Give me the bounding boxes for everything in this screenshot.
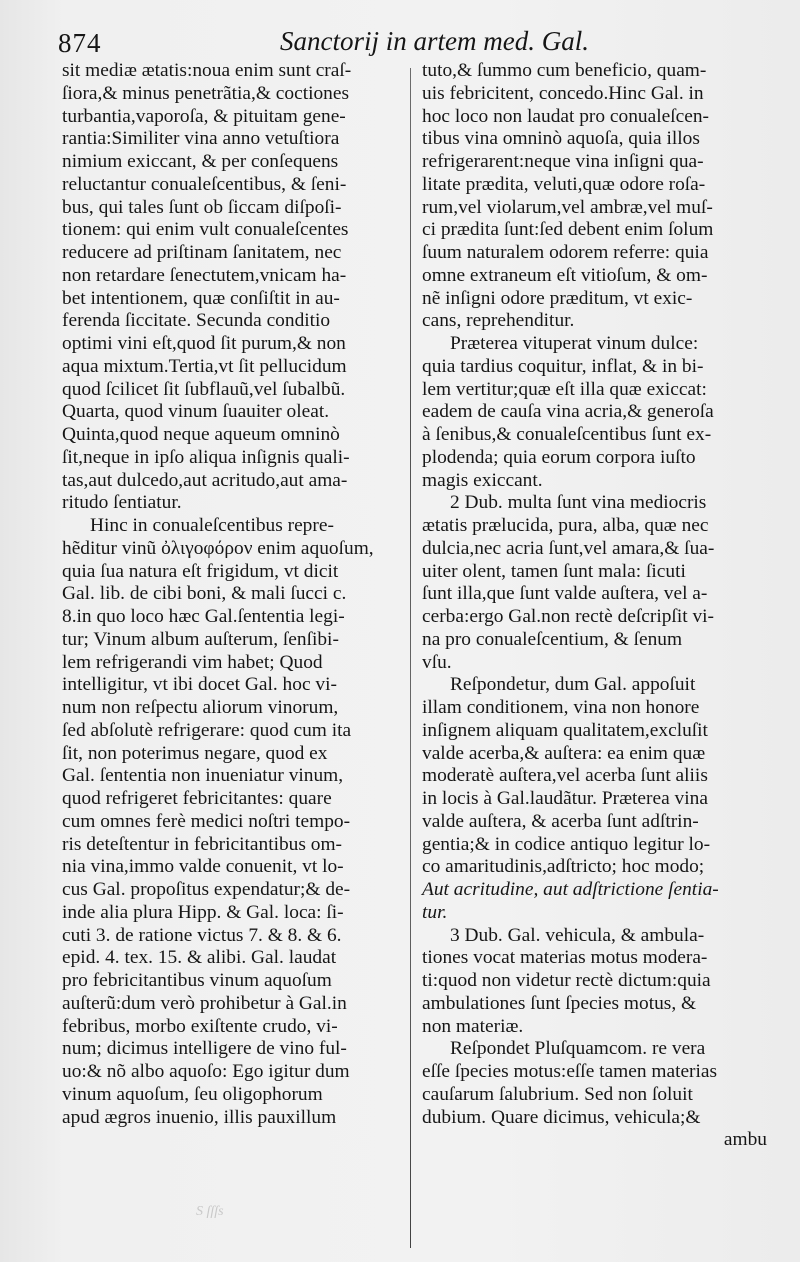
left-column-text-line: bet intentionem, quæ conſiſtit in au- <box>62 287 340 309</box>
right-column-text-line: moderatè auſtera,vel acerba ſunt aliis <box>422 765 708 787</box>
left-column-text-line: intelligitur, vt ibi docet Gal. hoc vi- <box>62 674 337 696</box>
left-column-text-line: optimi vini eſt,quod ſit purum,& non <box>62 333 346 354</box>
right-column-text-line: cauſarum ſalubrium. Sed non ſoluit <box>422 1083 693 1105</box>
right-column-text-line: ætatis prælucida, pura, alba, quæ nec <box>422 515 709 536</box>
left-column-text-line: quod refrigeret febricitantes: quare <box>62 788 332 809</box>
left-column-text-line: ſit,neque in ipſo aliqua inſignis quali- <box>62 446 350 468</box>
left-column-text-line: ris deteſtentur in febricitantibus om- <box>62 833 343 855</box>
left-column-text-line: hẽditur vinũ ὀλιγοφόρον enim aquoſum, <box>62 537 374 559</box>
right-column-text-line: 2 Dub. multa ſunt vina mediocris <box>450 492 707 514</box>
right-column <box>422 60 767 1152</box>
left-column-text-line: auſterũ:dum verò prohibetur à Gal.in <box>62 992 347 1014</box>
right-column-text-line: eadem de cauſa vina acria,& generoſa <box>422 401 714 423</box>
right-column-text-line: dubium. Quare dicimus, vehicula;& <box>422 1106 701 1128</box>
left-column-text-line: cuti 3. de ratione victus 7. & 8. & 6. <box>62 924 342 946</box>
right-column-text-line: ſuum naturalem odorem referre: quia <box>422 242 709 263</box>
column-divider <box>410 68 411 1248</box>
left-column-text-line: ſiora,& minus penetrãtia,& coctiones <box>62 82 350 104</box>
right-column-text-line: tuto,& ſummo cum beneficio, quam- <box>422 60 707 81</box>
left-column-text-line: ſed abſolutè refrigerare: quod cum ita <box>62 719 352 741</box>
right-column-text-line: magis exiccant. <box>422 469 543 491</box>
right-column-text-line: ti:quod non videtur rectè dictum:quia <box>422 970 711 991</box>
left-column <box>62 60 407 1129</box>
left-column-text-line: nia vina,immo valde conuenit, vt lo- <box>62 856 344 878</box>
page-number: 874 <box>58 28 102 58</box>
right-column-text-line: lem vertitur;quæ eſt illa quæ exiccat: <box>422 378 707 400</box>
right-column-text-line: hoc loco non laudat pro conualeſcen- <box>422 105 709 127</box>
right-column-text-line: co amaritudinis,adſtricto; hoc modo; <box>422 856 705 878</box>
left-column-text-line: vinum aquoſum, ſeu oligophorum <box>62 1083 323 1105</box>
right-column-text-line: omne extraneum eſt vitioſum, & om- <box>422 264 708 286</box>
left-column-text-line: sit mediæ ætatis:noua enim sunt craſ- <box>62 60 352 81</box>
right-column-text-line: ci prædita ſunt:ſed debent enim ſolum <box>422 219 714 241</box>
left-column-text-line: cum omnes ferè medici noſtri tempo- <box>62 810 351 832</box>
left-column-text-line: pro febricitantibus vinum aquoſum <box>62 970 332 991</box>
right-column-text-line: ambu <box>723 1129 767 1151</box>
left-column-text-line: nimium exiccant, & per conſequens <box>62 151 339 172</box>
left-column-text-line: turbantia,vaporoſa, & pituitam gene- <box>62 105 346 127</box>
left-column-text-line: tas,aut dulcedo,aut acritudo,aut ama- <box>62 469 348 491</box>
left-column-text-line: uo:& nõ albo aquoſo: Ego igitur dum <box>62 1061 350 1082</box>
right-column-text-line: ambulationes ſunt ſpecies motus, & <box>422 992 697 1014</box>
left-column-text-line: febribus, morbo exiſtente crudo, vi- <box>62 1015 338 1037</box>
right-column-text-line: eſſe ſpecies motus:eſſe tamen materias <box>422 1061 718 1082</box>
left-column-text-line: ſit, non poterimus negare, quod ex <box>62 742 328 764</box>
right-column-text-line: ſunt illa,que ſunt valde auſtera, vel a- <box>422 583 708 605</box>
left-column-text-line: rantia:Similiter vina anno vetuſtiora <box>62 128 340 150</box>
right-column-text-line: non materiæ. <box>422 1015 524 1037</box>
left-column-text-line: reluctantur conualeſcentibus, & ſeni- <box>62 173 347 195</box>
page-header <box>58 22 758 62</box>
left-column-text-line: non retardare ſenectutem,vnicam ha- <box>62 264 347 286</box>
right-column-text-line: nẽ inſigni odore præditum, vt exic- <box>422 287 693 309</box>
left-column-text-line: aqua mixtum.Tertia,vt ſit pellucidum <box>62 355 347 377</box>
running-title: Sanctorij in artem med. Gal. <box>280 26 589 56</box>
right-column-text-line: rum,vel violarum,vel ambræ,vel muſ- <box>422 196 713 218</box>
right-column-text-line: 3 Dub. Gal. vehicula, & ambula- <box>450 924 705 946</box>
right-column-text-line: tur. <box>422 901 448 923</box>
right-column-text-line: plodenda; quia eorum corpora iuſto <box>422 446 696 468</box>
right-column-text-line: dulcia,nec acria ſunt,vel amara,& ſua- <box>422 537 715 559</box>
right-column-text-line: Reſpondet Pluſquamcom. re vera <box>450 1038 706 1060</box>
right-column-text-line: Aut acritudine, aut adſtrictione ſentia- <box>422 879 719 900</box>
left-column-text-line: reducere ad priſtinam ſanitatem, nec <box>62 242 342 263</box>
right-column-text-line: refrigerarent:neque vina inſigni qua- <box>422 151 704 172</box>
right-column-text-line: tibus vina omninò aquoſa, quia illos <box>422 128 700 150</box>
left-column-text-line: epid. 4. tex. 15. & alibi. Gal. laudat <box>62 947 337 969</box>
left-column-text-line: Hinc in conualeſcentibus repre- <box>90 515 334 536</box>
right-column-text-line: inſignem aliquam qualitatem,excluſit <box>422 719 708 741</box>
left-column-text-line: tur; Vinum album auſterum, ſenſibi- <box>62 628 339 650</box>
left-column-text-line: cus Gal. propoſitus expendatur;& de- <box>62 879 351 900</box>
left-column-text-line: quod ſcilicet ſit ſubflauũ,vel ſubalbũ. <box>62 378 346 400</box>
right-column-text-line: uiter olent, tamen ſunt mala: ſicuti <box>422 560 686 582</box>
right-column-text-line: tiones vocat materias motus modera- <box>422 947 708 969</box>
right-column-text-line: gentia;& in codice antiquo legitur lo- <box>422 833 711 855</box>
left-column-text-line: 8.in quo loco hæc Gal.ſententia legi- <box>62 606 345 627</box>
right-column-text-line: quia tardius coquitur, inflat, & in bi- <box>422 355 704 377</box>
right-column-text-line: à ſenibus,& conualeſcentibus ſunt ex- <box>422 424 712 445</box>
left-column-text-line: tionem: qui enim vult conualeſcentes <box>62 219 349 241</box>
left-column-text-line: inde alia plura Hipp. & Gal. loca: ſi- <box>62 901 344 923</box>
left-column-text-line: Quinta,quod neque aqueum omninò <box>62 424 340 445</box>
right-column-text-line: litate prædita, veluti,quæ odore roſa- <box>422 173 706 195</box>
right-column-text-line: cans, reprehenditur. <box>422 310 575 332</box>
left-column-text-line: Quarta, quod vinum ſuauiter oleat. <box>62 401 330 423</box>
signature-mark: S ſſſs <box>196 1204 224 1219</box>
left-column-text-line: lem refrigerandi vim habet; Quod <box>62 651 323 673</box>
left-column-text-line: Gal. ſententia non inueniatur vinum, <box>62 765 344 787</box>
right-column-text-line: uis febricitent, concedo.Hinc Gal. in <box>422 82 704 104</box>
left-column-text-line: ferenda ſiccitate. Secunda conditio <box>62 310 331 332</box>
left-column-text-line: apud ægros inuenio, illis pauxillum <box>62 1106 337 1128</box>
left-column-text-line: num; dicimus intelligere de vino ful- <box>62 1038 347 1060</box>
left-column-text-line: quia ſua natura eſt frigidum, vt dicit <box>62 560 339 582</box>
right-column-text-line: Præterea vituperat vinum dulce: <box>450 333 699 354</box>
right-column-text-line: vſu. <box>422 651 452 673</box>
left-column-text-line: Gal. lib. de cibi boni, & mali ſucci c. <box>62 583 347 605</box>
left-column-text-line: ritudo ſentiatur. <box>62 492 182 514</box>
right-column-text-line: cerba:ergo Gal.non rectè deſcripſit vi- <box>422 606 714 627</box>
right-column-text-line: in locis à Gal.laudãtur. Præterea vina <box>422 788 708 809</box>
right-column-text-line: Reſpondetur, dum Gal. appoſuit <box>450 674 696 696</box>
left-column-text-line: num non reſpectu aliorum vinorum, <box>62 697 339 718</box>
right-column-text-line: valde auſtera, & acerba ſunt adſtrin- <box>422 810 699 832</box>
left-column-text-line: bus, qui tales ſunt ob ſiccam diſpoſi- <box>62 196 342 218</box>
right-column-text-line: valde acerba,& auſtera: ea enim quæ <box>422 742 706 764</box>
right-column-text-line: illam conditionem, vina non honore <box>422 697 700 718</box>
right-column-text-line: na pro conualeſcentium, & ſenum <box>422 628 683 650</box>
